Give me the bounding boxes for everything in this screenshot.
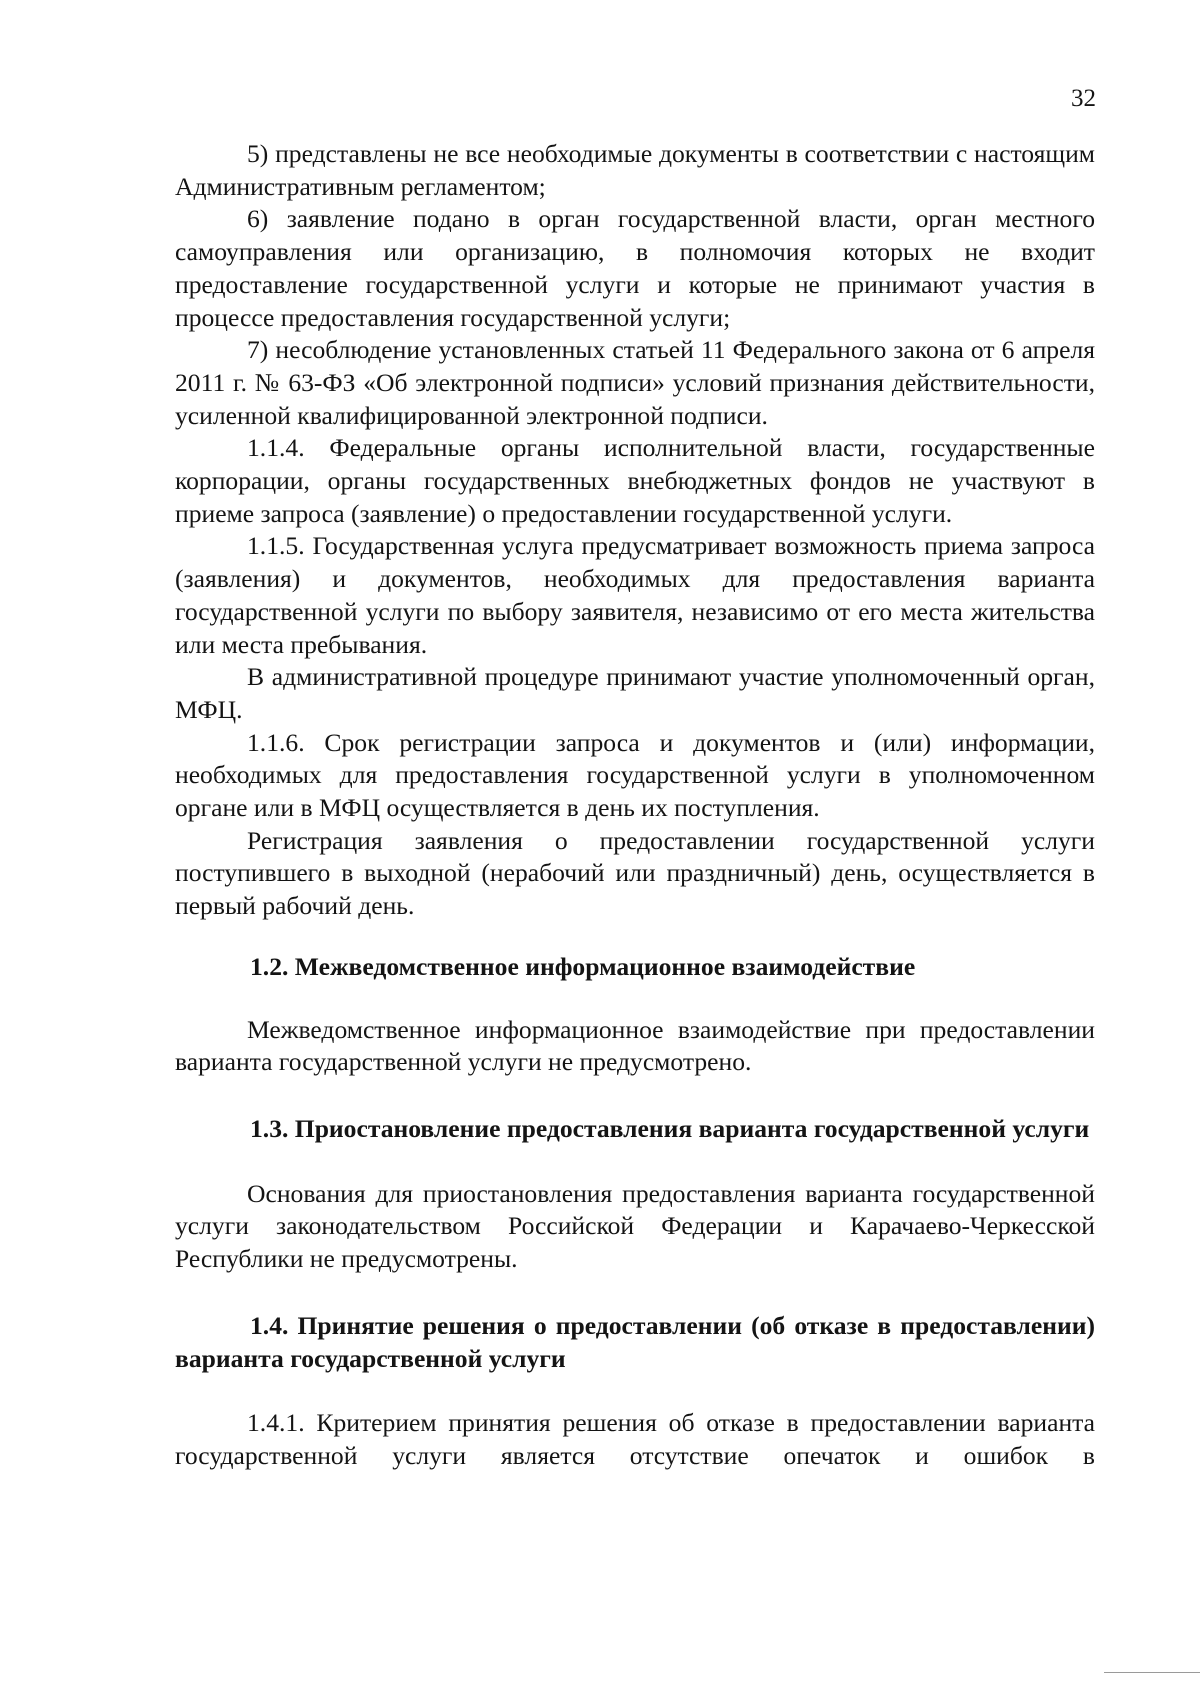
paragraph-item-5: 5) представлены не все необходимые документы в соответствии с настоящим Административным регламентом;: [175, 139, 1095, 201]
paragraph-item-7: 7) несоблюдение установленных статьей 11 Федерального закона от 6 апреля 2011 г. № 63-ФЗ «Об электронной подписи» условий признания действительности, усиленной квалифицированной электронной подписи.: [175, 335, 1095, 430]
section-heading-1-4: 1.4. Принятие решения о предоставлении (об отказе в предоставлении) варианта государственной услуги: [175, 1310, 1095, 1373]
paragraph-admin-procedure: В административной процедуре принимают участие уполномоченный орган, МФЦ.: [175, 662, 1095, 724]
paragraph-1-1-4: 1.1.4. Федеральные органы исполнительной власти, государственные корпорации, органы государственных внебюджетных фондов не участвуют в приеме запроса (заявление) о предоставлении государственной услуги.: [175, 433, 1095, 528]
section-heading-1-2: 1.2. Межведомственное информационное взаимодействие: [250, 951, 916, 981]
section-text-1-2: Межведомственное информационное взаимодействие при предоставлении варианта государственной услуги не предусмотрено.: [175, 1014, 1095, 1077]
page-number: 32: [1071, 85, 1096, 112]
paragraph-registration: Регистрация заявления о предоставлении государственной услуги поступившего в выходной (нерабочий или праздничный) день, осуществляется в первый рабочий день.: [175, 825, 1095, 921]
paragraph-1-1-6: 1.1.6. Срок регистрации запроса и документов и (или) информации, необходимых для предоставления государственной услуги в уполномоченном органе или в МФЦ осуществляется в день их поступления.: [175, 727, 1095, 823]
section-text-1-3: Основания для приостановления предоставления варианта государственной услуги законодательством Российской Федерации и Карачаево-Черкесской Республики не предусмотрены.: [175, 1178, 1095, 1274]
section-heading-1-3: 1.3. Приостановление предоставления варианта государственной услуги: [250, 1113, 1090, 1143]
scan-edge-mark: [1104, 1672, 1200, 1673]
document-body: [175, 138, 1095, 1473]
section-text-1-4-1: 1.4.1. Критерием принятия решения об отказе в предоставлении варианта государственной услуги является отсутствие опечаток и ошибок в: [175, 1408, 1095, 1470]
paragraph-1-1-5: 1.1.5. Государственная услуга предусматривает возможность приема запроса (заявления) и документов, необходимых для предоставления варианта государственной услуги по выбору заявителя, независимо от его места жительства или места пребывания.: [175, 531, 1095, 659]
paragraph-item-6: 6) заявление подано в орган государственной власти, орган местного самоуправления или организацию, в полномочия которых не входит предоставление государственной услуги и которые не принимают участия в процессе предоставления государственной услуги;: [175, 204, 1095, 332]
